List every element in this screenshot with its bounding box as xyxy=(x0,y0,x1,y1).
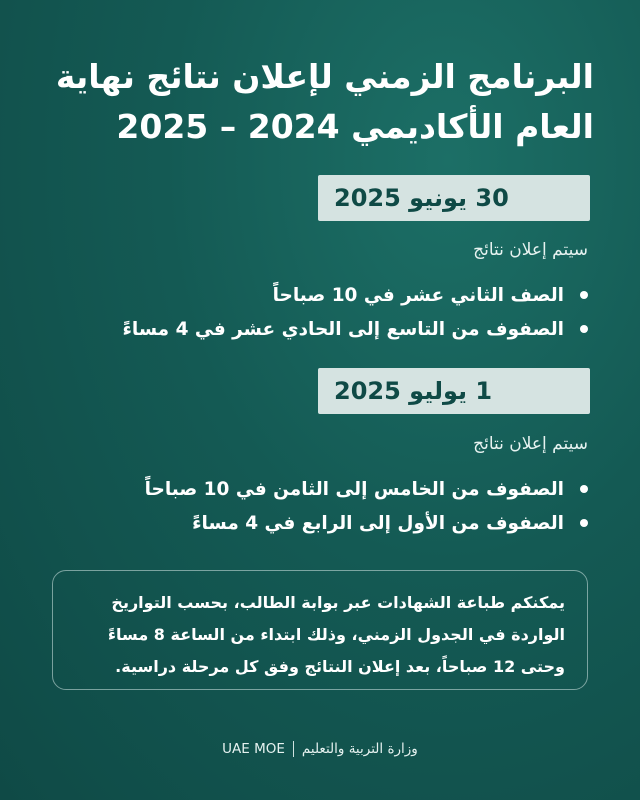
footer xyxy=(0,741,640,757)
list-item xyxy=(48,278,588,312)
footer-divider xyxy=(293,741,294,757)
title-line-1: البرنامج الزمني لإعلان نتائج نهاية xyxy=(55,57,594,96)
bullet-icon xyxy=(580,325,588,333)
list-item xyxy=(48,506,588,540)
list-item-text: الصف الثاني عشر في 10 صباحاً xyxy=(272,284,564,306)
schedule-list-2 xyxy=(48,472,588,540)
date-label: 1 يوليو 2025 xyxy=(334,377,493,405)
list-item xyxy=(48,472,588,506)
list-item-text: الصفوف من التاسع إلى الحادي عشر في 4 مساءً xyxy=(122,318,564,340)
date-badge-june-30 xyxy=(318,175,590,221)
bullet-icon xyxy=(580,485,588,493)
note-line-2: الواردة في الجدول الزمني، وذلك ابتداء من الساعة 8 مساءً xyxy=(107,625,565,644)
note-line-1: يمكنكم طباعة الشهادات عبر بوابة الطالب، بحسب التواريخ xyxy=(111,593,565,612)
ministry-name: وزارة التربية والتعليم xyxy=(301,741,418,757)
date-badge-july-1 xyxy=(318,368,590,414)
page-title xyxy=(34,52,594,152)
list-item-text: الصفوف من الخامس إلى الثامن في 10 صباحاً xyxy=(144,478,564,500)
bullet-icon xyxy=(580,519,588,527)
brand-logo-text: UAE MOE xyxy=(222,741,285,757)
bullet-icon xyxy=(580,291,588,299)
section-subtitle: سيتم إعلان نتائج xyxy=(473,434,588,454)
title-line-2: العام الأكاديمي 2024 – 2025 xyxy=(116,107,594,146)
list-item-text: الصفوف من الأول إلى الرابع في 4 مساءً xyxy=(192,512,564,534)
date-label: 30 يونيو 2025 xyxy=(334,184,509,212)
list-item xyxy=(48,312,588,346)
note-line-3: وحتى 12 صباحاً، بعد إعلان النتائج وفق كل مرحلة دراسية. xyxy=(115,657,565,676)
info-note-box xyxy=(52,570,588,690)
schedule-list-1 xyxy=(48,278,588,346)
section-subtitle: سيتم إعلان نتائج xyxy=(473,240,588,260)
